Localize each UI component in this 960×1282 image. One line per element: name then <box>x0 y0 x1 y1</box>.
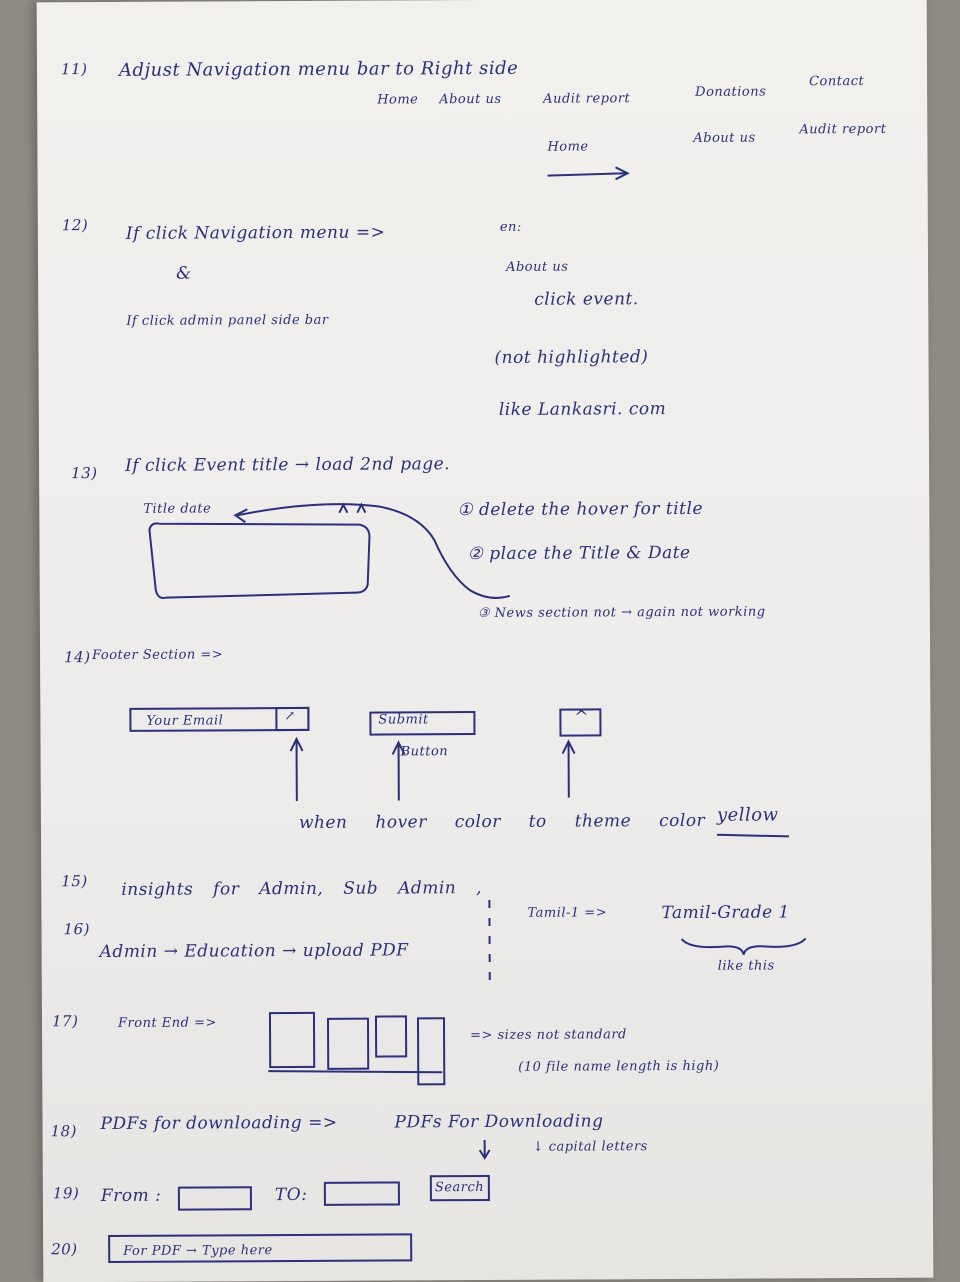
item-16-tamil-to: Tamil-Grade 1 <box>661 902 790 923</box>
pdf-card-sketch-3 <box>376 1016 406 1056</box>
item-17-note1: => sizes not standard <box>470 1027 627 1043</box>
footer-email-placeholder: Your Email <box>146 713 223 728</box>
menu-row2-about: About us <box>693 131 755 146</box>
up-arrow-icon <box>393 742 405 800</box>
item-14-number: 14) <box>64 648 91 666</box>
item-15-text: insights for Admin, Sub Admin , <box>121 878 482 900</box>
to-date-input-sketch <box>325 1182 399 1204</box>
pdf-card-sketch-4 <box>418 1018 444 1084</box>
handwritten-note-page <box>37 0 934 1282</box>
item-20-number: 20) <box>51 1240 78 1258</box>
item-12-note1: en: <box>500 220 522 235</box>
menu-row2-home: Home <box>547 139 588 154</box>
search-button-sketch <box>431 1176 489 1200</box>
item-13-point2: ② place the Title & Date <box>467 543 690 564</box>
footer-arrow-glyph: ↗ <box>284 709 295 724</box>
menu-row1-audit: Audit report <box>543 91 630 106</box>
item-16-number: 16) <box>63 920 90 938</box>
footer-submit-label: Submit <box>378 712 428 727</box>
item-19-from: From : <box>101 1186 162 1206</box>
item-18-note: ↓ capital letters <box>533 1139 648 1155</box>
menu-row1-about: About us <box>439 92 501 107</box>
menu-row1-home: Home <box>377 92 418 107</box>
item-13-number: 13) <box>71 464 98 482</box>
item-13-point1: ① delete the hover for title <box>457 499 703 520</box>
up-arrow-icon <box>291 739 303 801</box>
item-12-number: 12) <box>62 216 89 234</box>
item-16-like: like this <box>718 958 775 973</box>
item-12-note4: (not highlighted) <box>494 347 648 368</box>
up-arrow-icon <box>563 742 575 798</box>
curved-arrow-icon <box>237 503 509 599</box>
item-20-box-text: For PDF → Type here <box>123 1243 273 1259</box>
item-12-note3: click event. <box>534 289 639 310</box>
item-13-title: If click Event title → load 2nd page. <box>125 454 450 476</box>
item-16-text: Admin → Education → upload PDF <box>100 940 409 962</box>
item-12-line1: If click Navigation menu => <box>126 223 386 244</box>
pdf-card-sketch-1 <box>270 1013 314 1067</box>
item-11-number: 11) <box>61 60 88 78</box>
item-19-number: 19) <box>53 1184 80 1202</box>
item-16-tamil-from: Tamil-1 => <box>527 905 607 920</box>
item-12-note2: About us <box>506 260 568 275</box>
footer-up-glyph: ^ <box>574 707 589 727</box>
item-17-note2: (10 file name length is high) <box>518 1059 719 1075</box>
scroll-top-button-sketch <box>560 709 600 735</box>
pdf-search-input-sketch <box>109 1234 411 1262</box>
email-input-sketch <box>130 708 308 731</box>
item-18-to: PDFs For Downloading <box>394 1111 603 1132</box>
item-17-number: 17) <box>52 1012 79 1030</box>
email-send-button-sketch <box>276 708 308 730</box>
arrow-right-icon <box>548 167 628 179</box>
from-date-input-sketch <box>179 1187 251 1209</box>
menu-row2-audit: Audit report <box>799 122 886 137</box>
item-14-hover-note: when hover color to theme color <box>299 811 705 833</box>
menu-row1-contact: Contact <box>809 74 864 89</box>
item-19-to: TO: <box>275 1185 308 1205</box>
footer-button-note: Button <box>401 744 449 759</box>
down-arrow-icon <box>480 1140 490 1158</box>
item-18-from: PDFs for downloading => <box>100 1113 337 1134</box>
item-18-number: 18) <box>51 1122 78 1140</box>
submit-button-sketch <box>370 712 474 735</box>
item-11-text: Adjust Navigation menu bar to Right side <box>119 58 518 81</box>
item-12-line2: If click admin panel side bar <box>126 313 328 329</box>
item-19-search: Search <box>435 1180 484 1195</box>
item-12-note5: like Lankasri. com <box>499 399 667 420</box>
item-17-text: Front End => <box>118 1015 217 1031</box>
menu-row1-donations: Donations <box>695 85 766 100</box>
item-15-number: 15) <box>61 872 88 890</box>
item-14-title: Footer Section => <box>92 647 223 663</box>
item-12-amp: & <box>176 264 192 284</box>
event-card-sketch <box>149 522 369 598</box>
item-13-point3: ③ News section not → again not working <box>478 605 766 622</box>
item-14-yellow: yellow <box>717 804 779 825</box>
item-13-card-label: Title date <box>143 501 211 516</box>
pen-sketches <box>37 0 934 1282</box>
pdf-card-sketch-2 <box>328 1019 368 1069</box>
